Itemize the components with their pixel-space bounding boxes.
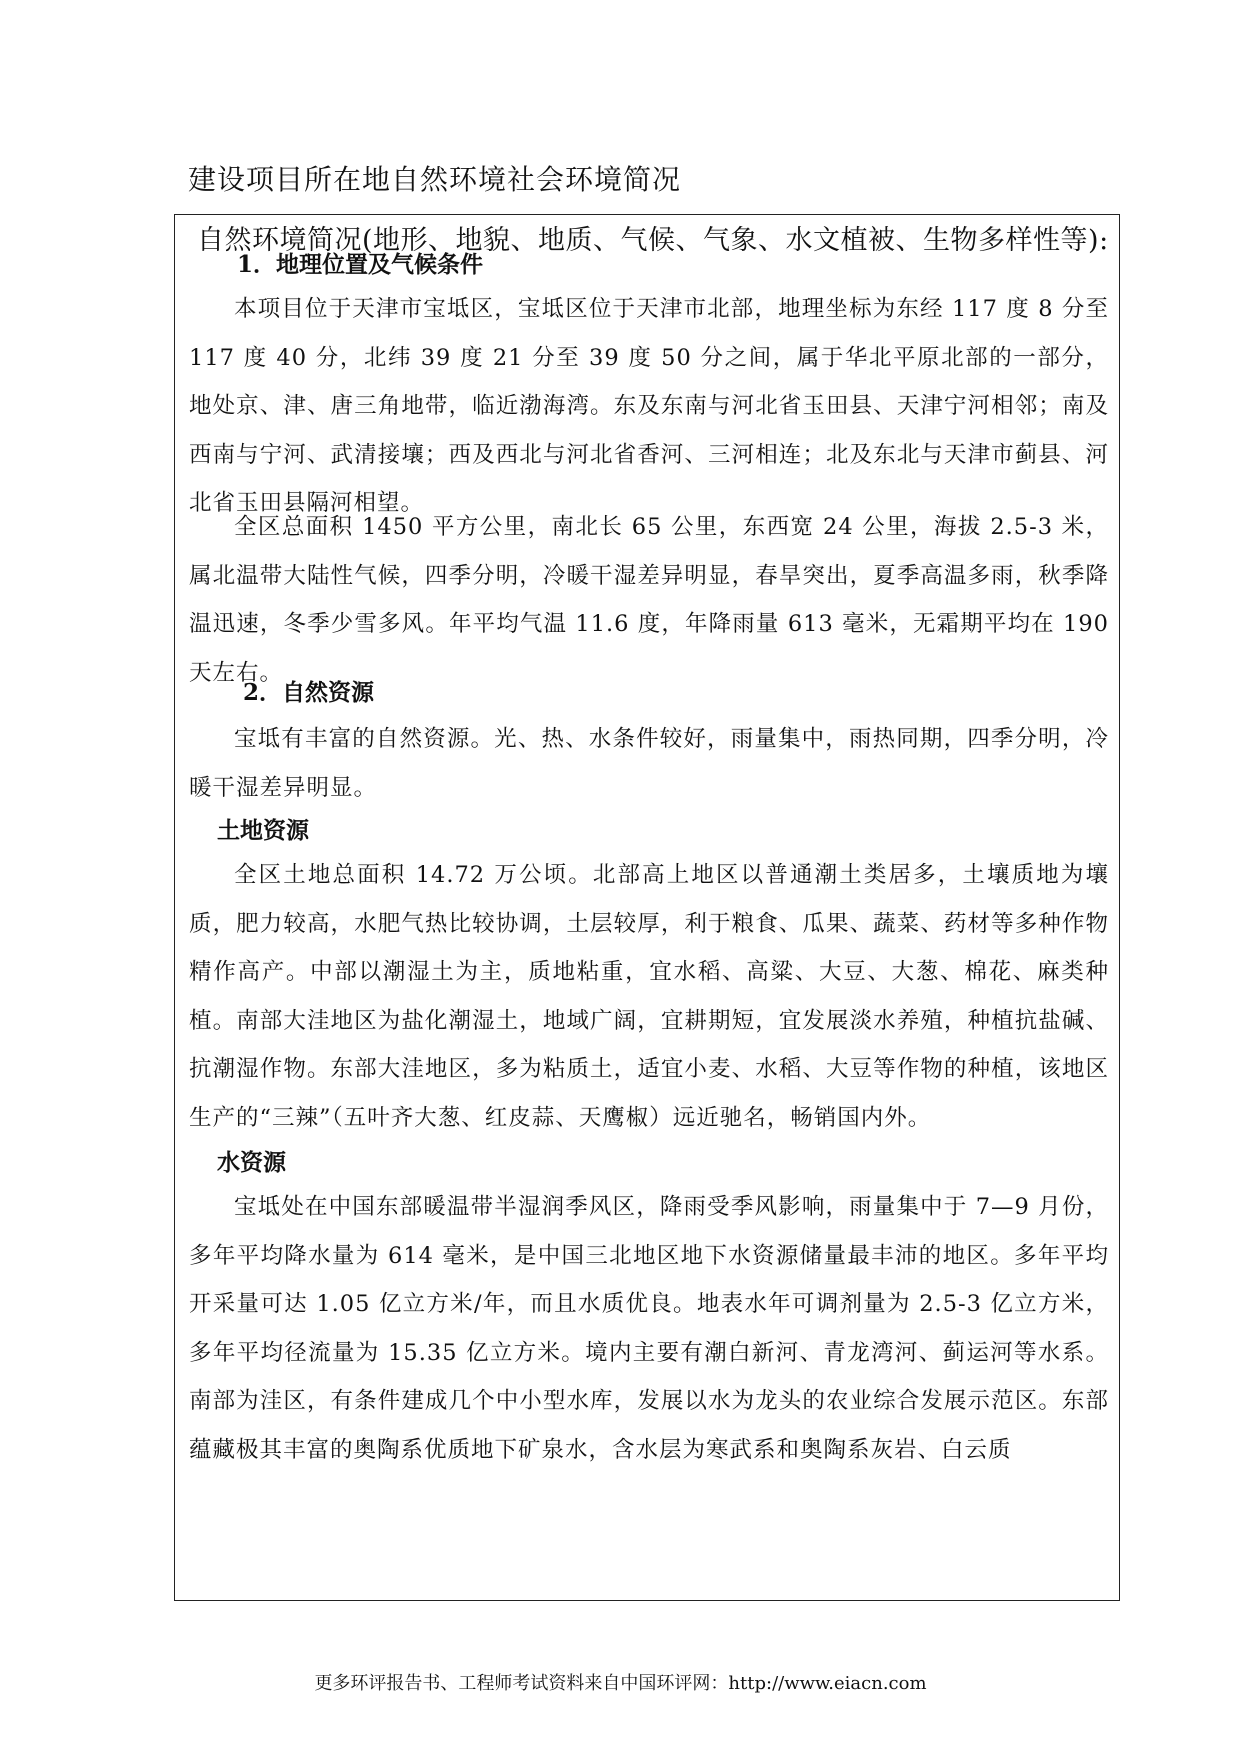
section-heading-geography: 1．地理位置及气候条件 — [237, 251, 484, 278]
box-header: 自然环境简况(地形、地貌、地质、气候、气象、水文植被、生物多样性等): — [197, 225, 1109, 256]
page-footer: 更多环评报告书、工程师考试资料来自中国环评网：http://www.eiacn.com — [314, 1673, 927, 1694]
section-heading-water-resources: 水资源 — [217, 1149, 286, 1176]
section-heading-land-resources: 土地资源 — [217, 817, 309, 844]
paragraph-natural-resources: 宝坻有丰富的自然资源。光、热、水条件较好，雨量集中，雨热同期，四季分明，冷暖干湿差异明显。 — [189, 726, 1109, 801]
paragraph-geography-location: 本项目位于天津市宝坻区，宝坻区位于天津市北部，地理坐标为东经 117 度 8 分至 117 度 40 分，北纬 39 度 21 分至 39 度 50 分之间，属于华北平原北部的一部分，地处京、津、唐三角地带，临近渤海湾。东及东南与河北省玉田县、天津宁河相邻；南及西南与宁河、武清接壤；西及西北与河北省香河、三河相连；北及东北与天津市蓟县、河北省玉田县隔河相望。 — [189, 296, 1109, 516]
paragraph-water-resources: 宝坻处在中国东部暖温带半湿润季风区，降雨受季风影响，雨量集中于 7—9 月份，多年平均降水量为 614 毫米，是中国三北地区地下水资源储量最丰沛的地区。多年平均开采量可达 1.05 亿立方米/年，而且水质优良。地表水年可调剂量为 2.5-3 亿立方米，多年平均径流量为 15.35 亿立方米。境内主要有潮白新河、青龙湾河、蓟运河等水系。南部为洼区，有条件建成几个中小型水库，发展以水为龙头的农业综合发展示范区。东部蕴藏极其丰富的奥陶系优质地下矿泉水，含水层为寒武系和奥陶系灰岩、白云质 — [189, 1194, 1109, 1463]
section-heading-natural-resources: 2．自然资源 — [243, 679, 375, 706]
paragraph-climate: 全区总面积 1450 平方公里，南北长 65 公里，东西宽 24 公里，海拔 2.5-3 米，属北温带大陆性气候，四季分明，冷暖干湿差异明显，春旱突出，夏季高温多雨，秋季降温迅速，冬季少雪多风。年平均气温 11.6 度，年降雨量 613 毫米，无霜期平均在 190 天左右。 — [189, 514, 1109, 686]
paragraph-land-resources: 全区土地总面积 14.72 万公顷。北部高上地区以普通潮土类居多，土壤质地为壤质，肥力较高，水肥气热比较协调，土层较厚，利于粮食、瓜果、蔬菜、药材等多种作物精作高产。中部以潮湿土为主，质地粘重，宜水稻、高粱、大豆、大葱、棉花、麻类种植。南部大洼地区为盐化潮湿土，地域广阔，宜耕期短，宜发展淡水养殖，种植抗盐碱、抗潮湿作物。东部大洼地区，多为粘质土，适宜小麦、水稻、大豆等作物的种植，该地区生产的“三辣”（五叶齐大葱、红皮蒜、天鹰椒）远近驰名，畅销国内外。 — [189, 862, 1109, 1131]
page-title: 建设项目所在地自然环境社会环境简况 — [188, 163, 682, 196]
natural-environment-box — [174, 214, 1120, 1601]
